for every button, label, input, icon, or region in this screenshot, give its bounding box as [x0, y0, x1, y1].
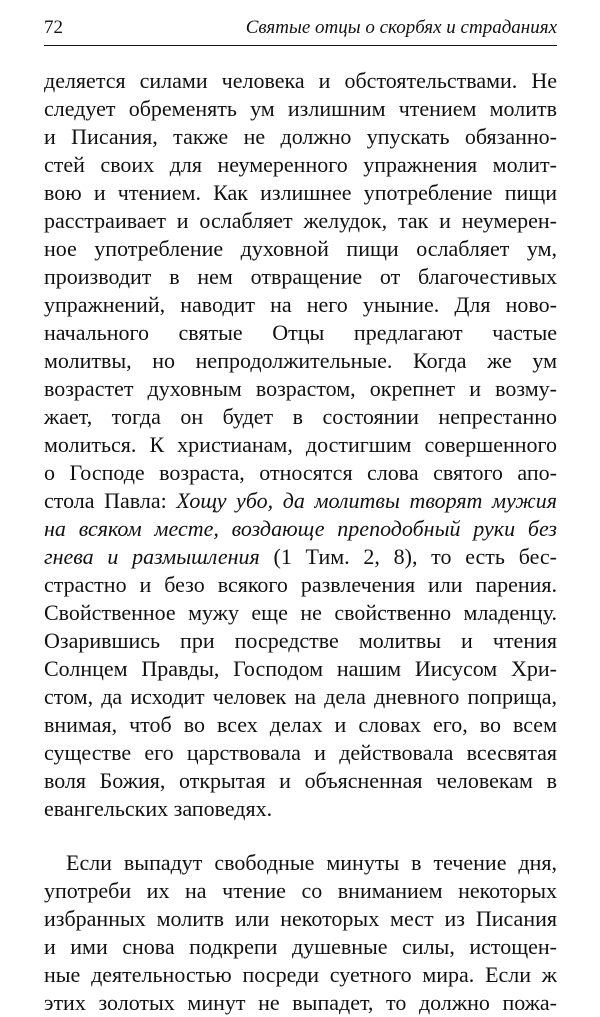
- text-line: стей своих для неумеренного упражнения молит-: [44, 152, 557, 177]
- text-line: этих золотых минут не выпадет, то должно пожа-: [44, 990, 557, 1015]
- scripture-quote: Хощу убо, да молитвы творят мужия: [176, 488, 557, 513]
- text-segment: (1 Тим. 2, 8), то есть бес-: [259, 544, 557, 569]
- text-line: расстраивает и ослабляет желудок, так и неумерен-: [44, 208, 557, 233]
- text-line: стом, да исходит человек на дела дневного поприща,: [44, 684, 557, 709]
- text-line: избранных молитв или некоторых мест из Писания: [44, 906, 557, 931]
- text-line: Солнцем Правды, Господом нашим Иисусом Хри-: [44, 656, 557, 681]
- text-segment: стола Павла:: [44, 488, 177, 513]
- paragraph-2: [44, 849, 557, 1017]
- paragraph-gap: [44, 823, 557, 849]
- book-page: [44, 0, 557, 1015]
- text-line: молитвы, но непродолжительные. Когда же ум: [44, 348, 557, 373]
- text-line: [44, 487, 557, 515]
- text-line: возрастет духовным возрастом, окрепнет и возму-: [44, 376, 557, 401]
- text-line: ные деятельностью посреди суетного мира. Если ж: [44, 962, 557, 987]
- text-line: [44, 543, 557, 571]
- text-line: производит в нем отвращение от благочестивых: [44, 264, 557, 289]
- text-line: начального святые Отцы предлагают частые: [44, 320, 557, 345]
- text-line: употреби их на чтение со вниманием некоторых: [44, 878, 557, 903]
- body-text: [44, 67, 557, 1017]
- text-line: жает, тогда он будет в состоянии непрестанно: [44, 404, 557, 429]
- text-line: молиться. К христианам, достигшим совершенного: [44, 432, 557, 457]
- text-line: вою и чтением. Как излишнее употребление пищи: [44, 180, 557, 205]
- running-title: Святые отцы о скорбях и страданиях: [245, 17, 557, 38]
- text-line: упражнений, наводит на него уныние. Для ново-: [44, 292, 557, 317]
- text-line: Если выпадут свободные минуты в течение дня,: [66, 850, 557, 875]
- text-line: евангельских заповедях.: [44, 796, 273, 821]
- text-line: следует обременять ум излишним чтением молитв: [44, 96, 557, 121]
- text-line: [44, 515, 557, 543]
- scripture-quote: на всяком месте, воздающе преподобный руки без: [44, 516, 557, 541]
- text-line: ное употребление духовной пищи ослабляет ум,: [44, 236, 557, 261]
- text-line: Озарившись при посредстве молитвы и чтения: [44, 628, 557, 653]
- text-line: внимая, чтоб во всех делах и словах его, во всем: [44, 712, 557, 737]
- text-line: о Господе возраста, относятся слова святого апо-: [44, 460, 557, 485]
- scripture-quote: гнева и размышления: [44, 544, 260, 569]
- text-line: страстно и безо всякого развлечения или парения.: [44, 572, 557, 597]
- paragraph-1: [44, 67, 557, 823]
- text-line: деляется силами человека и обстоятельствами. Не: [44, 68, 557, 93]
- text-line: воля Божия, открытая и объясненная человекам в: [44, 768, 557, 793]
- text-line: Свойственное мужу еще не свойственно младенцу.: [44, 600, 557, 625]
- page-header: [44, 14, 557, 42]
- page-number: 72: [44, 17, 63, 38]
- text-line: существе его царствовала и действовала всесвятая: [44, 740, 557, 765]
- text-line: и ими снова подкрепи душевные силы, истощен-: [44, 934, 557, 959]
- text-line: и Писания, также не должно упускать обязанно-: [44, 124, 557, 149]
- header-rule: [44, 45, 557, 46]
